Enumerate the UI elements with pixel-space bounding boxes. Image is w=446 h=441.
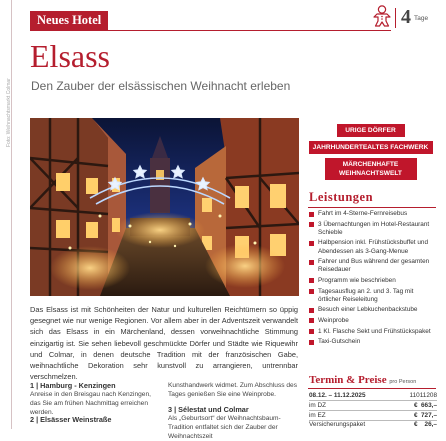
photo-credit: Foto: Weihnachtsmarkt Colmar — [6, 78, 12, 147]
currency-symbol: € — [414, 402, 418, 409]
service-item: 1 Kl. Flasche Sekt und Frühstückspaket — [309, 328, 437, 336]
itinerary-day1-title: 1 | Hamburg - Kenzingen — [30, 381, 116, 390]
itinerary-day2-continued: Kunsthandwerk widmet. Zum Abschluss des Tages genießen Sie eine Weinprobe. — [168, 382, 298, 398]
page-title: Elsass — [30, 38, 110, 74]
trip-days-label: Tage — [414, 15, 429, 22]
prices-heading-unit: pro Person — [389, 379, 417, 385]
price-value: 26,– — [424, 421, 437, 428]
service-item: Besuch einer Lebkuchenbackstube — [309, 306, 437, 314]
itinerary-day1-text: Anreise in den Breisgau nach Kenzingen, das Sie am frühen Nachmittag erreichen werden. — [30, 391, 151, 416]
service-item: Programm wie beschrieben — [309, 277, 437, 285]
itinerary-day3-text: Als „Geburtsort“ der Weihnachtsbaum-Tradition entfaltet sich der Zauber der Weihnachtszeit — [168, 415, 281, 440]
service-item: Taxi-Gutschein — [309, 338, 437, 346]
price-value: 663,– — [421, 402, 437, 409]
christmas-market-photo — [30, 118, 299, 296]
header-separator — [395, 8, 396, 28]
gingerbread-man-icon — [373, 5, 391, 27]
insurance-label: Versicherungspaket — [309, 421, 366, 428]
tag-fachwerk: JAHRHUNDERTEALTES FACHWERK — [309, 141, 433, 154]
service-item: Fahrer und Bus während der gesamten Reisedauer — [309, 258, 437, 274]
service-item: 3 Übernachtungen im Hotel-Restaurant Schieble — [309, 221, 437, 237]
highlight-tags — [308, 124, 433, 184]
tag-weihnachtswelt: MÄRCHENHAFTE WEIHNACHTSWELT — [325, 158, 417, 180]
service-item: Fahrt im 4-Sterne-Fernreisebus — [309, 210, 437, 218]
prices-heading-main: Termin & Preise — [309, 374, 387, 386]
room-type: im DZ — [309, 402, 327, 409]
price-row-dz — [309, 401, 437, 411]
service-item: Halbpension inkl. Frühstücksbuffet und Abendessen als 3-Gang-Menue — [309, 239, 437, 255]
new-hotel-badge: Neues Hotel — [30, 11, 108, 30]
price-row-insurance — [309, 420, 437, 429]
itinerary-day2-title: 2 | Elsässer Weinstraße — [30, 415, 112, 424]
left-margin-rule — [11, 0, 12, 429]
header-rule — [30, 30, 391, 31]
service-item: Tagesausflug an 2. und 3. Tag mit örtlicher Reiseleitung — [309, 288, 437, 304]
intro-paragraph: Das Elsass ist mit Schönheiten der Natur und kulturellen Reichtümern so üppig gesegnet wie nur wenige Regionen. Vor allem aber in der Adventszeit verwandelt sich das Elsass in ein Märchenland, dessen vorweihnachtliche Stimmung einzigartig ist. Sie sehen liebevoll geschmückte Dörfer und Städte wie Riquewihr und Colmar, in denen deutsche Tradition mit der französischen Gabe, weihnachtliche Dekoration sehr kunstvoll zu arrangieren, untrennbar verschmelzen. — [30, 305, 298, 382]
trip-days-number: 4 — [401, 6, 411, 28]
services-list — [309, 210, 437, 349]
travel-dates: 08.12. – 11.12.2025 — [309, 392, 366, 399]
page-subtitle: Den Zauber der elsässischen Weihnacht erleben — [31, 79, 291, 93]
services-rule — [308, 207, 436, 208]
currency-symbol: € — [414, 421, 418, 428]
booking-code: 11011208 — [409, 392, 437, 399]
prices-rule — [308, 388, 436, 389]
service-item: Weinprobe — [309, 317, 437, 325]
itinerary-day3-title: 3 | Sélestat und Colmar — [168, 405, 249, 414]
room-type: im EZ — [309, 412, 326, 419]
price-date-row — [309, 391, 437, 401]
prices-heading — [309, 374, 416, 386]
price-value: 727,– — [421, 412, 437, 419]
services-heading: Leistungen — [309, 190, 374, 204]
currency-symbol: € — [414, 412, 418, 419]
tag-urige-doerfer: URIGE DÖRFER — [337, 124, 405, 137]
